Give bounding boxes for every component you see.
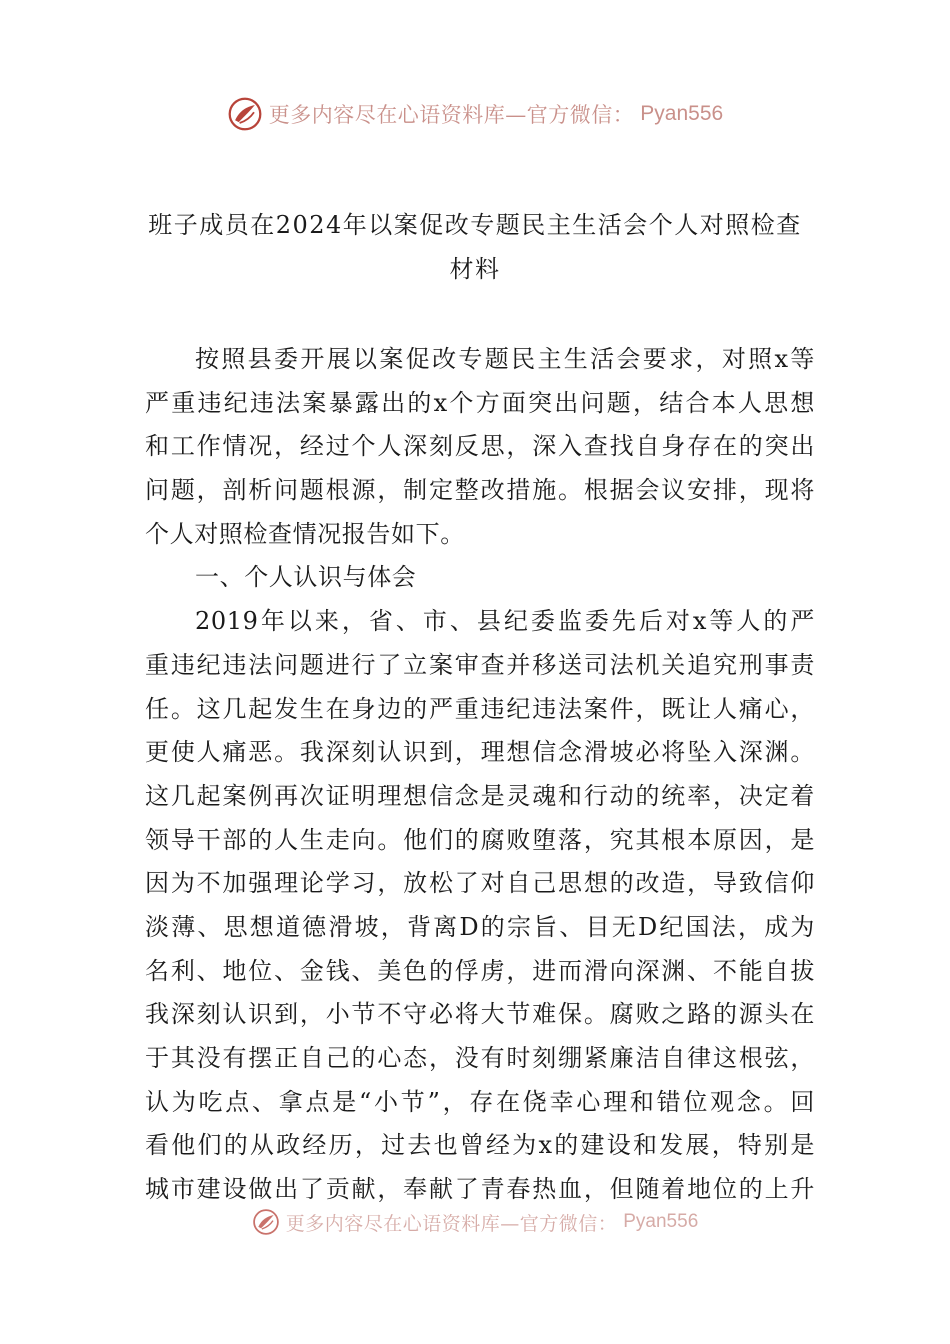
- brand-logo-icon: [252, 1208, 280, 1236]
- text-line: 名利、地位、金钱、美色的俘虏，进而滑向深渊、不能自拔: [145, 956, 815, 985]
- text-line: 城市建设做出了贡献，奉献了青春热血，但随着地位的上升: [145, 1175, 815, 1204]
- text-line: 个人对照检查情况报告如下。: [145, 519, 465, 548]
- text-line: 严重违纪违法案暴露出的x个方面突出问题，结合本人思想: [145, 388, 815, 417]
- watermark-header: [0, 92, 950, 136]
- text-line: 认为吃点、拿点是“小节”，存在侥幸心理和错位观念。回: [145, 1087, 815, 1116]
- watermark-footer: [0, 1205, 950, 1239]
- text-line: 我深刻认识到，小节不守必将大节难保。腐败之路的源头在: [145, 1000, 815, 1029]
- text-line: 重违纪违法问题进行了立案审查并移送司法机关追究刑事责: [145, 650, 815, 679]
- text-line: 因为不加强理论学习，放松了对自己思想的改造，导致信仰: [145, 869, 815, 898]
- document-body: [145, 338, 815, 1212]
- text-line: 任。这几起发生在身边的严重违纪违法案件，既让人痛心，: [145, 694, 815, 723]
- watermark-text: 更多内容尽在心语资料库—官方微信：: [285, 1212, 618, 1235]
- text-line: 看他们的从政经历，过去也曾经为x的建设和发展，特别是: [145, 1131, 815, 1160]
- text-line: 和工作情况，经过个人深刻反思，深入查找自身存在的突出: [145, 432, 815, 461]
- brand-logo-icon: [227, 96, 263, 132]
- text-line: 这几起案例再次证明理想信念是灵魂和行动的统率，决定着: [145, 781, 815, 810]
- text-line: 淡薄、思想道德滑坡，背离D的宗旨、目无D纪国法，成为: [145, 912, 815, 941]
- watermark-text: 更多内容尽在心语资料库—官方微信：: [268, 103, 635, 127]
- title-line: 材料: [449, 255, 501, 283]
- text-line: 2019年以来，省、市、县纪委监委先后对x等人的严: [195, 607, 815, 636]
- watermark-wechat-id: Pyan556: [640, 102, 724, 125]
- title-line: 班子成员在2024年以案促改专题民主生活会个人对照检查: [148, 211, 802, 239]
- text-line: 领导干部的人生走向。他们的腐败堕落，究其根本原因，是: [145, 825, 815, 854]
- section-heading: 一、个人认识与体会: [195, 563, 417, 592]
- watermark-wechat-id: Pyan556: [623, 1211, 699, 1232]
- document-title: [120, 203, 830, 291]
- text-line: 于其没有摆正自己的心态，没有时刻绷紧廉洁自律这根弦，: [145, 1044, 815, 1072]
- text-line: 按照县委开展以案促改专题民主生活会要求，对照x等: [195, 345, 815, 373]
- text-line: 问题，剖析问题根源，制定整改措施。根据会议安排，现将: [145, 476, 815, 505]
- text-line: 更使人痛恶。我深刻认识到，理想信念滑坡必将坠入深渊。: [145, 738, 815, 767]
